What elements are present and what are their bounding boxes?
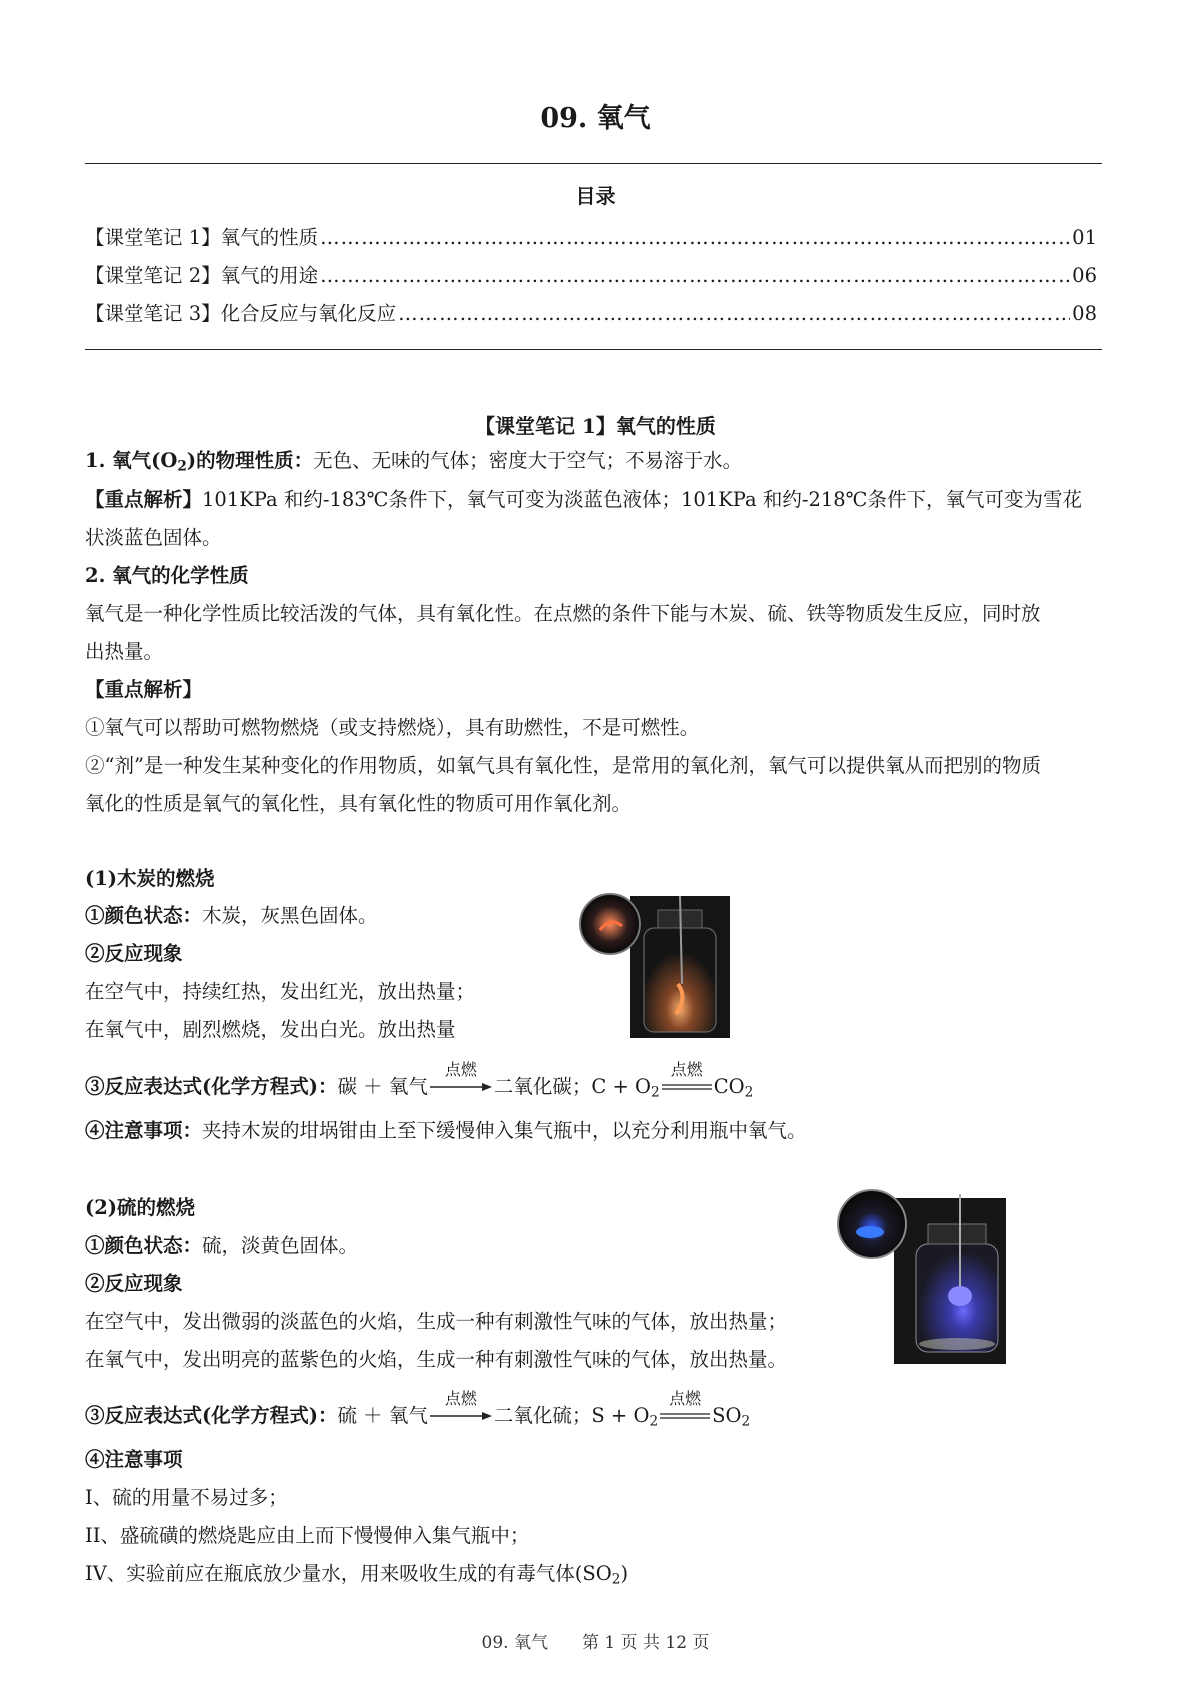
key-point-2-item-1: ①氧气可以帮助可燃物燃烧（或支持燃烧），具有助燃性，不是可燃性。 <box>85 716 700 739</box>
toc-item-page: 01 <box>1072 226 1097 249</box>
equals-sign-icon: 点燃 <box>670 1060 703 1079</box>
toc-item-page: 08 <box>1072 302 1097 325</box>
carbon-heading: (1)木炭的燃烧 <box>85 867 215 890</box>
carbon-note: ④注意事项：夹持木炭的坩埚钳由上至下缓慢伸入集气瓶中，以充分利用瓶中氧气。 <box>85 1119 807 1142</box>
sulfur-phenomenon-oxygen: 在氧气中，发出明亮的蓝紫色的火焰，生成一种有刺激性气味的气体，放出热量。 <box>85 1348 788 1371</box>
carbon-phenomenon-air: 在空气中，持续红热，发出红光，放出热量； <box>85 980 476 1003</box>
physical-properties: 1. 氧气$(O_2)$的物理性质：无色、无味的气体；密度大于空气；不易溶于水。 <box>85 449 743 475</box>
equals-sign-icon: 点燃 <box>669 1389 702 1408</box>
sulfur-heading: (2)硫的燃烧 <box>85 1196 196 1219</box>
sulfur-phenomenon-air: 在空气中，发出微弱的淡蓝色的火焰，生成一种有刺激性气味的气体，放出热量； <box>85 1310 788 1333</box>
chemical-properties-text-cont: 出热量。 <box>85 640 164 663</box>
section-title: 【课堂笔记 1】氧气的性质 <box>475 414 716 438</box>
key-point-1: 【重点解析】101KPa 和约-183℃条件下，氧气可变为淡蓝色液体；101KPa 和约-218℃条件下，氧气可变为雪花 <box>85 488 1082 511</box>
page-footer: 09. 氧气 第 1 页 共 12 页 <box>481 1633 710 1653</box>
carbon-phenomenon-oxygen: 在氧气中，剧烈燃烧，发出白光。放出热量 <box>85 1018 456 1041</box>
toc-leader <box>320 264 1070 287</box>
toc-item-1[interactable] <box>85 222 1097 250</box>
sulfur-phenomenon-label: ②反应现象 <box>85 1272 183 1295</box>
chemical-properties-heading: 2. 氧气的化学性质 <box>85 564 249 587</box>
toc-item-label: 【课堂笔记 1】氧气的性质 <box>85 226 319 249</box>
sulfur-combustion-photo <box>836 1184 1006 1364</box>
page-title: 09. 氧气 <box>540 103 651 134</box>
carbon-equation: ③反应表达式(化学方程式)：碳 ＋ 氧气 点燃 二氧化碳；$C + O_2$ 点燃 $CO_2$ <box>85 1060 754 1101</box>
toc-item-label: 【课堂笔记 3】化合反应与氧化反应 <box>85 302 397 325</box>
key-point-1-cont: 状淡蓝色固体。 <box>85 526 222 549</box>
title-divider <box>85 163 1102 164</box>
reaction-arrow-icon: 点燃 <box>430 1073 492 1095</box>
carbon-combustion-photo <box>578 888 730 1038</box>
key-point-2-item-2: ②“剂”是一种发生某种变化的作用物质，如氧气具有氧化性，是常用的氧化剂，氧气可以提供氧从而把别的物质 <box>85 754 1041 777</box>
sulfur-color-state: ①颜色状态：硫，淡黄色固体。 <box>85 1234 359 1257</box>
key-point-2-label: 【重点解析】 <box>85 678 203 701</box>
toc-item-2[interactable] <box>85 260 1097 288</box>
sulfur-equation: ③反应表达式(化学方程式)：硫 ＋ 氧气 点燃 二氧化硫；$S + O_2$ 点燃 $SO_2$ <box>85 1389 751 1430</box>
toc-item-label: 【课堂笔记 2】氧气的用途 <box>85 264 319 287</box>
key-point-2-item-2-cont: 氧化的性质是氧气的氧化性，具有氧化性的物质可用作氧化剂。 <box>85 792 632 815</box>
toc-item-3[interactable] <box>85 298 1097 326</box>
reaction-arrow-icon: 点燃 <box>430 1402 492 1424</box>
carbon-phenomenon-label: ②反应现象 <box>85 942 183 965</box>
sulfur-note-4: IV、实验前应在瓶底放少量水，用来吸收生成的有毒气体$(SO_2)$ <box>85 1562 629 1588</box>
chemical-properties-text: 氧气是一种化学性质比较活泼的气体，具有氧化性。在点燃的条件下能与木炭、硫、铁等物质发生反应，同时放 <box>85 602 1041 625</box>
carbon-color-state: ①颜色状态：木炭，灰黑色固体。 <box>85 904 378 927</box>
toc-leader <box>398 302 1070 325</box>
toc-divider <box>85 349 1102 350</box>
toc-heading: 目录 <box>575 184 616 208</box>
toc-leader <box>320 226 1070 249</box>
sulfur-note-2: II、盛硫磺的燃烧匙应由上而下慢慢伸入集气瓶中； <box>85 1524 530 1547</box>
sulfur-note-label: ④注意事项 <box>85 1448 183 1471</box>
toc-item-page: 06 <box>1072 264 1097 287</box>
sulfur-note-1: I、硫的用量不易过多； <box>85 1486 288 1509</box>
